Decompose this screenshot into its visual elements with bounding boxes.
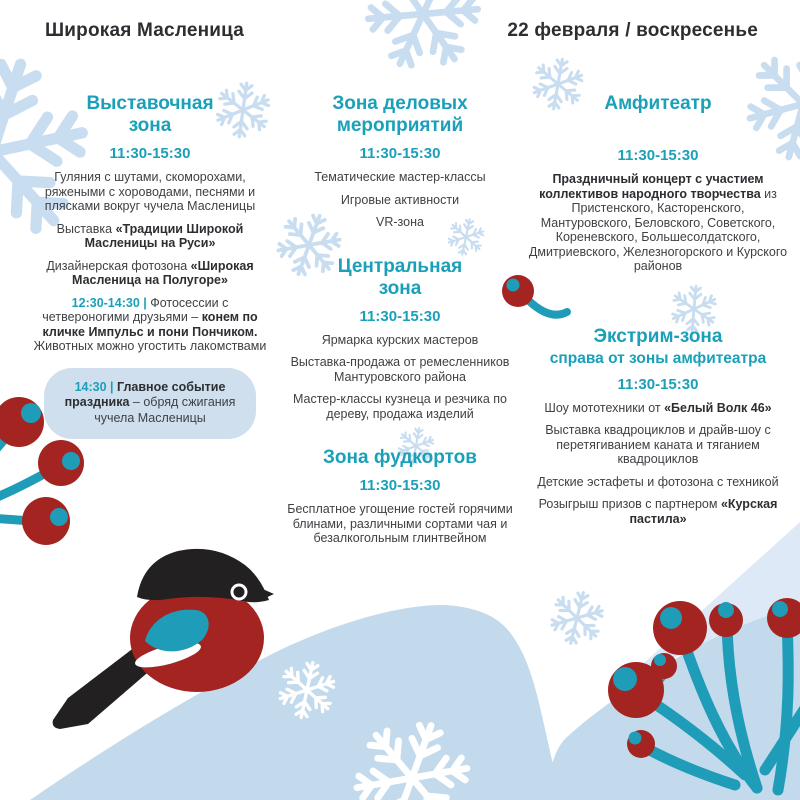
text-run: Праздничный концерт с участием коллективов народного творчества: [539, 172, 764, 201]
text-run: 12:30-14:30 |: [71, 295, 151, 310]
zone-title: Экстрим-зона: [593, 325, 723, 347]
text-run: из Пристенского, Касторенского, Мантуровского, Беловского, Советского, Кореневского, Большесолдатского, Дмитриевского, Железногорского и Курского районов: [528, 186, 788, 274]
zone-time: 11:30-15:30: [359, 145, 441, 163]
text-run: VR-зона: [376, 215, 424, 230]
zone-title: зона: [128, 115, 172, 137]
text-run: Гуляния с шутами, скоморохами, ряжеными с хороводами, песнями и плясками вокруг чучела Масленицы: [44, 170, 256, 214]
text-run: «Широкая Масленица на Полугоре»: [72, 258, 254, 288]
text-run: «Курская пастила»: [629, 497, 778, 526]
zone-title: мероприятий: [336, 115, 464, 137]
zone-time: 11:30-15:30: [359, 477, 441, 495]
text-run: «Традиции Широкой Масленицы на Руси»: [84, 221, 244, 251]
text-run: Выставка квадроциклов и драйв-шоу с перетягиванием каната и тяганием квадроциклов: [545, 423, 771, 467]
text-run: Розыгрыш призов с партнером: [538, 497, 721, 512]
text-run: – обряд сжигания чучела Масленицы: [94, 395, 236, 425]
zone-time: 11:30-15:30: [109, 145, 191, 163]
zone-time: 11:30-15:30: [359, 307, 441, 325]
zone-title: Зона деловых: [332, 93, 468, 114]
text-run: Детские эстафеты и фотозона с техникой: [537, 474, 779, 489]
zone-title: Центральная: [337, 255, 463, 277]
zone-title: Выставочная: [86, 93, 214, 114]
zone-title: Амфитеатр: [604, 93, 712, 114]
text-run: Главное событие праздника: [64, 379, 226, 410]
text-run: Бесплатное угощение гостей горячими блинами, различными сортами чая и безалкогольным глинтвейном: [287, 502, 513, 546]
text-run: конем по кличке Импульс и пони Пончиком.: [42, 310, 258, 339]
zone-title: зона: [378, 277, 422, 299]
text-run: «Белый Волк 46»: [664, 400, 772, 415]
page-title: Широкая Масленица: [45, 20, 245, 41]
zone-time: 11:30-15:30: [617, 375, 699, 393]
text-run: Шоу мототехники от: [544, 400, 665, 415]
text-run: Мастер-классы кузнеца и резчика по дереву, продажа изделий: [292, 392, 508, 421]
text-run: Выставка-продажа от ремесленников Мантуровского района: [290, 355, 510, 384]
berry-cluster-left-illustration: [0, 397, 84, 545]
text-run: Дизайнерская фотозона: [46, 258, 191, 273]
text-run: Игровые активности: [340, 192, 460, 207]
zone-time: 11:30-15:30: [617, 147, 699, 165]
zone-title: справа от зоны амфитеатра: [549, 349, 767, 367]
single-berry-illustration: [502, 275, 567, 315]
event-date: 22 февраля / воскресенье: [507, 20, 758, 41]
zone-title: Зона фудкортов: [323, 447, 477, 469]
text-run: Тематические мастер-классы: [314, 170, 486, 185]
text-run: Выставка: [56, 221, 116, 236]
text-run: Ярмарка курских мастеров: [321, 332, 479, 347]
text-run: 14:30 |: [74, 379, 117, 394]
text-run: Фотосессии с четвероногими друзьями –: [42, 295, 229, 325]
text-run: Животных можно угостить лакомствами: [33, 339, 267, 354]
